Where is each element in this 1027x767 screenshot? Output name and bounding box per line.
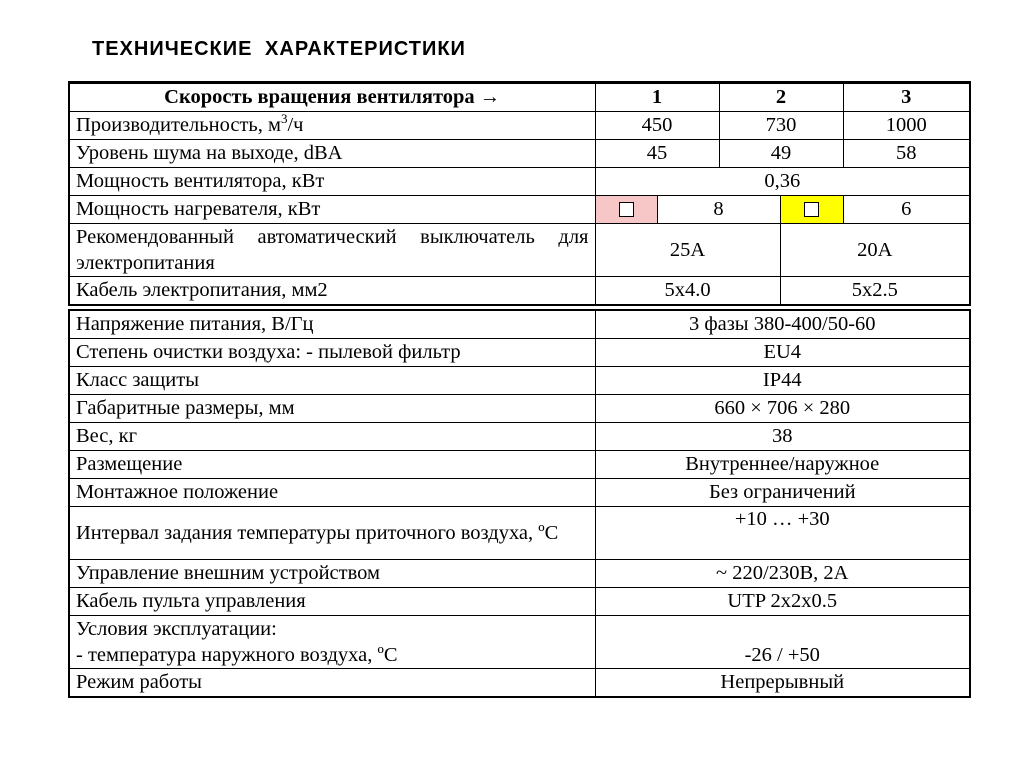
table-row [69, 310, 970, 339]
table-row [69, 588, 970, 616]
spec-value: +10 … +30 [595, 507, 970, 560]
spec-label: Напряжение питания, В/Гц [69, 310, 595, 339]
spec-value: Без ограничений [595, 479, 970, 507]
spec-label [69, 616, 595, 669]
spec-label: Монтажное положение [69, 479, 595, 507]
table-row [69, 560, 970, 588]
page-title: ТЕХНИЧЕСКИЕ ХАРАКТЕРИСТИКИ [92, 38, 466, 60]
breaker-value-a: 25А [595, 224, 780, 277]
table-row [69, 479, 970, 507]
speed-3-header: 3 [843, 83, 970, 112]
spec-label: Управление внешним устройством [69, 560, 595, 588]
spec-label: Степень очистки воздуха: - пылевой фильтр [69, 339, 595, 367]
spec-label: Вес, кг [69, 423, 595, 451]
specs-table-general [68, 309, 971, 698]
table-row [69, 451, 970, 479]
cable-value-a: 5x4.0 [595, 277, 780, 306]
spec-label-line-1: Условия эксплуатации: [76, 618, 277, 640]
table-row [69, 423, 970, 451]
spec-label: Режим работы [69, 669, 595, 698]
heater-option-b-checkbox[interactable] [780, 196, 843, 224]
spec-label: Габаритные размеры, мм [69, 395, 595, 423]
table-row-productivity [69, 112, 970, 140]
cable-label: Кабель электропитания, мм2 [69, 277, 595, 306]
noise-label: Уровень шума на выходе, dBA [69, 140, 595, 168]
spec-label: Интервал задания температуры приточного воздуха, ºС [69, 507, 595, 560]
breaker-value-b: 20А [780, 224, 970, 277]
spec-value: Внутреннее/наружное [595, 451, 970, 479]
productivity-speed-2: 730 [719, 112, 843, 140]
spec-value: ~ 220/230В, 2А [595, 560, 970, 588]
breaker-label: Рекомендованный автоматический выключатель для электропитания [69, 224, 595, 277]
table-row [69, 339, 970, 367]
heater-option-a-checkbox[interactable] [595, 196, 657, 224]
checkbox-icon[interactable] [804, 202, 819, 217]
spec-value: 3 фазы 380-400/50-60 [595, 310, 970, 339]
table-row-fan-power [69, 168, 970, 196]
noise-speed-2: 49 [719, 140, 843, 168]
table-row [69, 507, 970, 560]
noise-speed-3: 58 [843, 140, 970, 168]
productivity-speed-3: 1000 [843, 112, 970, 140]
heater-power-value-b: 6 [843, 196, 970, 224]
heater-power-label: Мощность нагревателя, кВт [69, 196, 595, 224]
spec-value: IP44 [595, 367, 970, 395]
checkbox-icon[interactable] [619, 202, 634, 217]
cable-value-b: 5x2.5 [780, 277, 970, 306]
table-row [69, 616, 970, 669]
spec-value: -26 / +50 [595, 616, 970, 669]
table-row-cable [69, 277, 970, 306]
spec-label: Класс защиты [69, 367, 595, 395]
table-row [69, 395, 970, 423]
productivity-label: Производительность, $м^3/ч$ [69, 112, 595, 140]
table-row-header [69, 83, 970, 112]
spec-label: Размещение [69, 451, 595, 479]
spec-value: EU4 [595, 339, 970, 367]
table-row-heater-power [69, 196, 970, 224]
table-row [69, 669, 970, 698]
spec-value: UTP 2x2x0.5 [595, 588, 970, 616]
fan-speed-label: Скорость вращения вентилятора → [69, 83, 595, 112]
heater-power-value-a: 8 [657, 196, 780, 224]
spec-value: Непрерывный [595, 669, 970, 698]
table-row-noise [69, 140, 970, 168]
productivity-speed-1: 450 [595, 112, 719, 140]
table-row [69, 367, 970, 395]
noise-speed-1: 45 [595, 140, 719, 168]
fan-power-value: 0,36 [595, 168, 970, 196]
fan-power-label: Мощность вентилятора, кВт [69, 168, 595, 196]
speed-1-header: 1 [595, 83, 719, 112]
spec-label-line-2: - температура наружного воздуха, ºС [76, 644, 398, 666]
spec-label: Кабель пульта управления [69, 588, 595, 616]
spec-value: 660 × 706 × 280 [595, 395, 970, 423]
speed-2-header: 2 [719, 83, 843, 112]
specs-table-fan-speeds [68, 81, 971, 306]
table-row-breaker [69, 224, 970, 277]
spec-value: 38 [595, 423, 970, 451]
